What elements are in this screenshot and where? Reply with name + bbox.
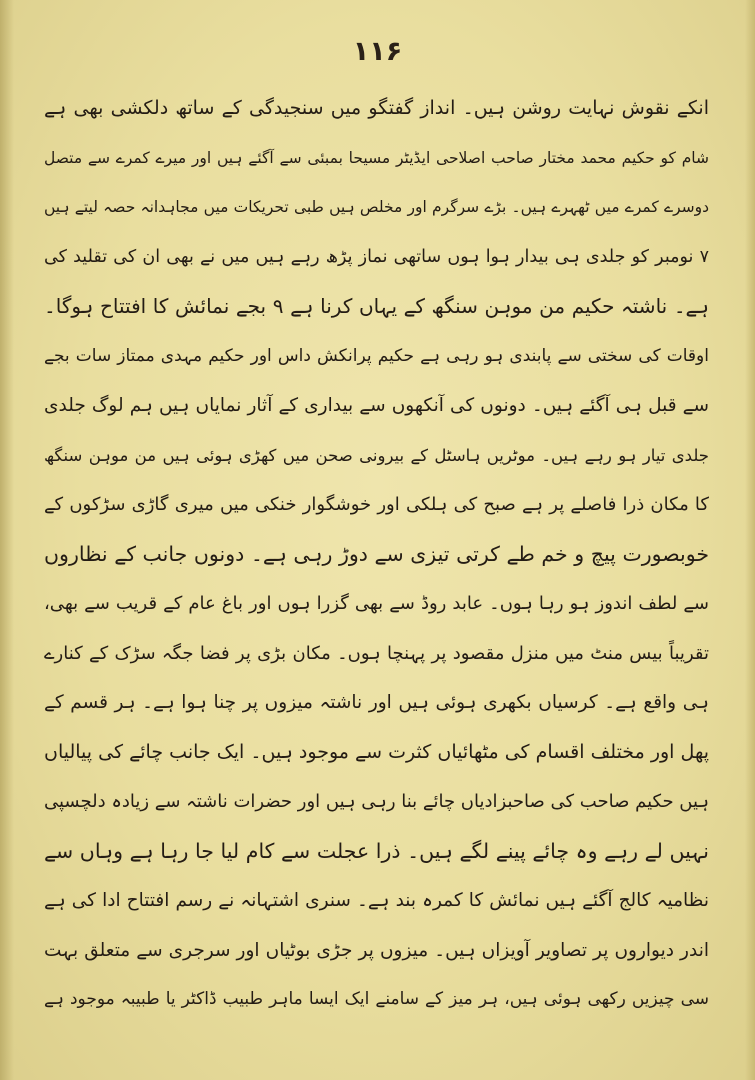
text-line: ہی واقع ہے۔ کرسیاں بکھری ہوئی ہیں اور ناشتہ میزوں پر چنا ہوا ہے۔ ہر قسم کے [44,692,709,713]
body-text [44,84,709,1025]
text-line: اوقات کی سختی سے پابندی ہو رہی ہے حکیم پرانکش داس اور حکیم مہدی ممتاز سات بجے [44,345,709,366]
text-line: انکے نقوش نہایت روشن ہیں۔ انداز گفتگو میں سنجیدگی کے ساتھ دلکشی بھی ہے [44,97,709,119]
text-line: کا مکان ذرا فاصلے پر ہے صبح کی ہلکی اور خوشگوار خنکی میں میری گاڑی سڑکوں کے [44,494,709,515]
text-line: دوسرے کمرے میں ٹھہرے ہیں۔ بڑے سرگرم اور مخلص ہیں طبی تحریکات میں مجاہدانہ حصہ لیتے ہیں [44,198,709,216]
text-line: اندر دیواروں پر تصاویر آویزاں ہیں۔ میزوں پر جڑی بوٹیاں اور سرجری سے متعلق بہت [44,939,709,961]
page-number: ۱۱۶ [352,36,403,67]
text-line: نہیں لے رہے وہ چائے پینے لگے ہیں۔ ذرا عجلت سے کام لیا جا رہا ہے وہاں سے [44,838,709,863]
text-line: سے قبل ہی آگئے ہیں۔ دونوں کی آنکھوں سے بیداری کے آثار نمایاں ہیں ہم لوگ جلدی [44,395,709,416]
text-line: ہے۔ ناشتہ حکیم من موہن سنگھ کے یہاں کرنا ہے ۹ بجے نمائش کا افتتاح ہوگا۔ [44,294,709,318]
text-line: نظامیہ کالج آگئے ہیں نمائش کا کمرہ بند ہے۔ سنری اشتہانہ نے رسم افتتاح ادا کی ہے [44,890,709,911]
text-line: ۷ نومبر کو جلدی ہی بیدار ہوا ہوں ساتھی نماز پڑھ رہے ہیں میں نے بھی ان کی تقلید کی [44,246,709,267]
text-line: شام کو حکیم محمد مختار صاحب اصلاحی ایڈیٹر مسیحا بمبئی سے آگئے ہیں اور میرے کمرے سے متصل [44,148,709,167]
text-line: سے لطف اندوز ہو رہا ہوں۔ عابد روڈ سے بھی گزرا ہوں اور باغ عام کے قریب سے بھی، [44,593,709,614]
text-line: خوبصورت پیچ و خم طے کرتی تیزی سے دوڑ رہی ہے۔ دونوں جانب کے نظاروں [44,541,709,566]
text-line: تقریباً بیس منٹ میں منزل مقصود پر پہنچا ہوں۔ مکان بڑی پر فضا جگہ سڑک کے کنارے [44,642,709,664]
text-line: سی چیزیں رکھی ہوئی ہیں، ہر میز کے سامنے ایک ایسا ماہر طبیب ڈاکٹر یا طبیبہ موجود ہے [44,989,709,1009]
text-line: جلدی تیار ہو رہے ہیں۔ موٹریں ہاسٹل کے بیرونی صحن میں کھڑی ہوئی ہیں من موہن سنگھ [44,445,709,465]
text-line: پھل اور مختلف اقسام کی مٹھائیاں کثرت سے موجود ہیں۔ ایک جانب چائے کی پیالیاں [44,740,709,763]
text-line: ہیں حکیم صاحب کی صاحبزادیاں چائے بنا رہی ہیں اور حضرات ناشتہ سے زیادہ دلچسپی [44,791,709,812]
